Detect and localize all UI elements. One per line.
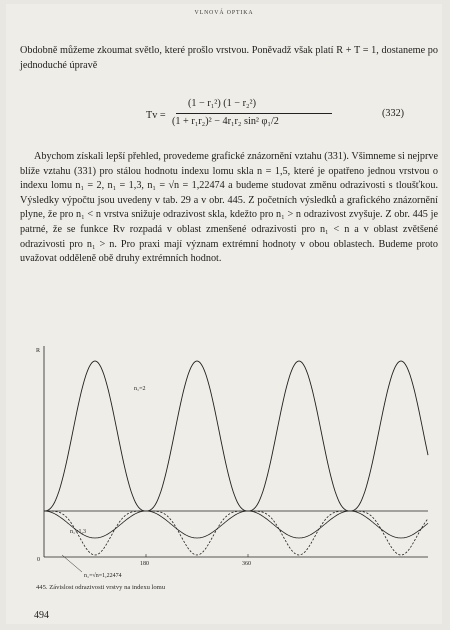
paragraph-analysis: Abychom získali lepší přehled, provedeme grafické znázornění vztahu (331). Všimneme si nejprve blíže vztahu (331) pro stálou hodnotu indexu lomu skla n = 1,5, které je opatřeno jednou vrstvou o indexu lomu n₁ = 2, n₁ = 1,3, n₁ = √n = 1,22474 a budeme studovat změnu odrazivosti s tloušťkou. Výsledky výpočtu jsou uvedeny v tab. 29 a v obr. 445. Z početních výsledků a grafického znázornění plyne, že pro n₁ < n vrstva snižuje odrazivost skla, kdežto pro n₁ > n odrazivost zvyšuje. Z obr. 445 je patrné, že se funkce Rv rozpadá v oblast zmenšené odrazivosti pro n₁ < n a v oblast zvětšené odrazivosti pro n₁ > n. Pro praxi mají význam extrémní hodnoty v obou oblastech. Budeme proto uvažovat odděleně obě druhy extrémních hodnot. [20, 151, 438, 265]
figure-caption: 445. Závislost odrazivosti vrstvy na indexu lomu [36, 584, 166, 591]
running-head: VLNOVÁ OPTIKA [194, 10, 254, 16]
tick-label-360: 360 [242, 561, 251, 567]
fraction-bar [176, 113, 332, 114]
curve-label-n13: n₁=1,3 [70, 529, 86, 535]
book-page [6, 4, 442, 624]
curve-label-nsqrt: n₁=√n=1,22474 [84, 573, 122, 579]
curve-label-n2: n₁=2 [134, 386, 146, 392]
paragraph-intro: Obdobně můžeme zkoumat světlo, které prošlo vrstvou. Poněvadž však platí R + T = 1, dostaneme po jednoduché úpravě [20, 45, 438, 71]
equation-number: (332) [382, 108, 405, 119]
y-axis-label: R [36, 348, 41, 354]
origin-label: 0 [37, 557, 40, 563]
curve-n1-2 [44, 361, 428, 511]
reflectance-figure [26, 340, 436, 580]
page-number: 494 [34, 610, 49, 621]
tick-label-180: 180 [140, 561, 149, 567]
formula-332 [146, 98, 346, 140]
leader-line [62, 555, 82, 572]
formula-numerator: (1 − r₁²) (1 − r₂²) [188, 98, 256, 109]
formula-lhs: Tv = [146, 110, 166, 121]
formula-denominator: (1 + r₁r₂)² − 4r₁r₂ sin² φ₁/2 [172, 116, 279, 127]
curve-n1-sqrt-n [44, 511, 428, 555]
